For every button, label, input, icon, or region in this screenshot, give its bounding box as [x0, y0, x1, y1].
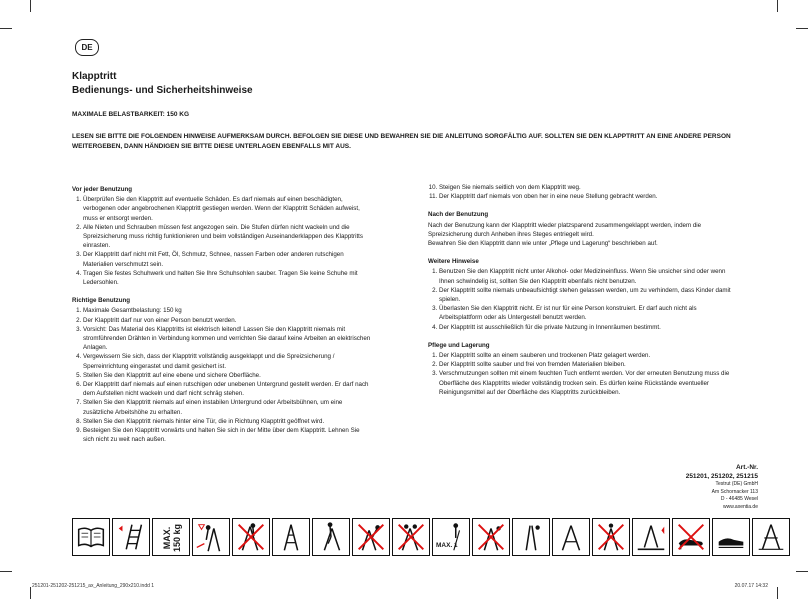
ladder-open-icon — [552, 518, 590, 556]
section-further-notes — [428, 257, 740, 332]
load-label: 150 kg — [172, 523, 182, 553]
article-numbers: 251201, 251202, 251215 — [685, 473, 758, 480]
no-side-exit-icon — [472, 518, 510, 556]
step-ladder-icon — [272, 518, 310, 556]
crop-mark — [0, 28, 12, 29]
max-one-person-icon — [432, 518, 470, 556]
list-item: 2. Der Klapptritt darf nur von einer Person benutzt werden. — [83, 316, 372, 325]
article-block — [686, 463, 758, 511]
section-care — [428, 341, 740, 397]
list-item: 1. Der Klapptritt sollte an einem sauberen und trockenen Platz gelagert werden. — [439, 351, 740, 360]
list-item: 3. Der Klapptritt darf nicht mit Fett, Öl, Schmutz, Schnee, nassen Farben oder anderen rutschigen Materialien verschmutzt sein. — [83, 250, 372, 268]
section-after-use — [428, 210, 740, 248]
after-use-text: Bewahren Sie den Klapptritt dann wie unter „Pflege und Lagerung“ beschrieben auf. — [428, 240, 658, 248]
ladder-front-icon — [512, 518, 550, 556]
left-column — [72, 185, 372, 453]
list-item: 4. Vergewissern Sie sich, dass der Klapptritt vollständig ausgeklappt und die Spreizsicherung / Sperreinrichtung eingerastet und damit gesichert ist. — [83, 352, 372, 370]
document-title — [72, 70, 253, 98]
section-heading: Pflege und Lagerung — [428, 341, 490, 349]
print-file-name: 251201-251202-251215_ax_Anleitung_290x210.indd 1 — [32, 583, 155, 589]
title-line-1: Klapptritt — [72, 71, 117, 82]
list-item: 6. Der Klapptritt darf niemals auf einen rutschigen oder unebenen Untergrund gestellt werden. Er darf nach dem Aufstellen nicht wackeln und darf nicht schräg stehen. — [83, 380, 372, 398]
crop-mark — [777, 587, 778, 599]
company-web: www.axentia.de — [722, 503, 758, 510]
person-on-ladder-icon — [312, 518, 350, 556]
list-item: 1. Maximale Gesamtbelastung: 150 kg — [83, 306, 372, 315]
shoes-icon — [712, 518, 750, 556]
before-use-list — [72, 195, 372, 287]
right-column — [428, 183, 740, 406]
list-item: 1. Benutzen Sie den Klapptritt nicht unter Alkohol- oder Medizineinfluss. Wenn Sie unsicher sind oder wenn Ihnen schwindelig ist, sollten Sie den Klapptritt ebenfalls nicht benutzen. — [439, 267, 740, 285]
further-notes-list — [428, 267, 740, 331]
list-item: 4. Tragen Sie festes Schuhwerk und halten Sie Ihre Schuhsohlen sauber. Tragen Sie keine Schuhe mit Ledersohlen. — [83, 269, 372, 287]
section-before-use — [72, 185, 372, 287]
list-item: 3. Vorsicht: Das Material des Klapptritts ist elektrisch leitend! Lassen Sie den Klapptritt niemals mit stromführenden Drähten in Verbindung kommen und verrichten Sie darauf keine Arbeiten an elektrischen Anlagen. — [83, 325, 372, 353]
list-item: 1. Überprüfen Sie den Klapptritt auf eventuelle Schäden. Es darf niemals auf einen beschädigten, verbogenen oder angebrochenen Klapptritt gestiegen werden. Wenn der Klapptritt Schäden aufweist, muss er entsorgt werden. — [83, 195, 372, 223]
list-item: 3. Überlasten Sie den Klapptritt nicht. Er ist nur für eine Person konstruiert. Er darf auch nicht als Arbeitsplattform oder als Untergestell benutzt werden. — [439, 304, 740, 322]
language-badge: DE — [75, 39, 99, 56]
list-item: 4. Der Klapptritt ist ausschließlich für die private Nutzung in Innenräumen bestimmt. — [439, 323, 740, 332]
no-leather-shoes-icon — [672, 518, 710, 556]
crop-mark — [0, 571, 12, 572]
max-load-heading: MAXIMALE BELASTBARKEIT: 150 KG — [72, 111, 190, 118]
crop-mark — [30, 587, 31, 599]
list-item: 11. Der Klapptritt darf niemals von oben her in eine neue Stellung gebracht werden. — [439, 192, 740, 201]
max-label: MAX. — [162, 526, 172, 550]
electric-warning-icon — [192, 518, 230, 556]
crop-mark — [796, 571, 808, 572]
section-heading: Vor jeder Benutzung — [72, 186, 133, 193]
proper-use-list-continued — [428, 183, 740, 201]
list-item: 5. Stellen Sie den Klapptritt auf eine ebene und sichere Oberfläche. — [83, 371, 372, 380]
no-reposition-icon — [592, 518, 630, 556]
care-list — [428, 351, 740, 397]
company-name: Testrut (DE) GmbH — [715, 481, 758, 487]
section-heading: Weitere Hinweise — [428, 258, 479, 266]
list-item: 3. Verschmutzungen sollten mit einem feuchten Tuch entfernt werden. Vor der erneuten Benutzung muss die Oberfläche des Klapptritts wieder vollständig trocken sein. Es dürfen keine Rückstände eventueller Reinigungsmittel auf der Oberfläche des Klapptritts zurückbleiben. — [439, 369, 740, 397]
crop-mark — [777, 0, 778, 12]
company-street: Am Schornacker 113 — [711, 488, 758, 495]
title-line-2: Bedienungs- und Sicherheitshinweise — [72, 85, 253, 96]
proper-use-list — [72, 306, 372, 444]
list-item: 10. Steigen Sie niemals seitlich von dem Klapptritt weg. — [439, 183, 740, 192]
section-proper-use-continued — [428, 183, 740, 201]
list-item: 2. Der Klapptritt sollte niemals unbeaufsichtigt stehen gelassen werden, um zu verhindern, dass Kinder damit spielen. — [439, 286, 740, 304]
read-manual-icon — [72, 518, 110, 556]
article-label: Art.-Nr. — [735, 464, 758, 471]
intro-paragraph: LESEN SIE BITTE DIE FOLGENDEN HINWEISE AUFMERKSAM DURCH. BEFOLGEN SIE DIESE UND BEWAHREN SIE DIE ANLEITUNG SORGFÄLTIG AUF. SOLLTEN SIE DEN KLAPPTRITT AN EINE ANDERE PERSON WEITERGEBEN, DANN HÄNDIGEN SIE BITTE DIESE UNTERLAGEN EBENFALLS MIT AUS. — [72, 133, 731, 150]
list-item: 2. Der Klapptritt sollte sauber und frei von fremden Materialien bleiben. — [439, 360, 740, 369]
person-label: MAX. 1 — [436, 542, 458, 549]
crop-mark — [30, 0, 31, 12]
max-load-icon — [152, 518, 190, 556]
company-city: D - 46485 Wesel — [720, 496, 758, 502]
section-heading: Richtige Benutzung — [72, 297, 131, 305]
list-item: 8. Stellen Sie den Klapptritt niemals hinter eine Tür, die in Richtung Klapptritt geöffnet wird. — [83, 417, 372, 426]
section-heading: Nach der Benutzung — [428, 211, 489, 219]
ladder-check-icon — [112, 518, 150, 556]
ladder-frame-icon — [752, 518, 790, 556]
list-item: 9. Besteigen Sie den Klapptritt vorwärts und halten Sie sich in der Mitte über dem Klapptritt. Lehnen Sie sich nicht zu weit nach außen. — [83, 426, 372, 444]
after-use-text: Nach der Benutzung kann der Klapptritt wieder platzsparend zusammengeklappt werden, indem die Spreizsicherung durch Anheben ihres Steges entriegelt wird. — [428, 221, 702, 238]
section-proper-use — [72, 296, 372, 444]
no-top-step-icon — [232, 518, 270, 556]
list-item: 7. Stellen Sie den Klapptritt niemals auf einen instabilen Untergrund oder Arbeitsbühnen, um eine zusätzliche Arbeitshöhe zu erhalten. — [83, 398, 372, 416]
stable-ground-icon — [632, 518, 670, 556]
print-date: 20.07.17 14:32 — [734, 583, 768, 589]
no-overreach-icon — [352, 518, 390, 556]
list-item: 2. Alle Nieten und Schrauben müssen fest angezogen sein. Die Stufen dürfen nicht wackeln und die Spreizsicherung muss richtig funktionieren und beim vollständigen Auseinanderklappen des Klapptritts einrasten. — [83, 223, 372, 251]
crop-mark — [796, 28, 808, 29]
no-two-persons-icon — [392, 518, 430, 556]
